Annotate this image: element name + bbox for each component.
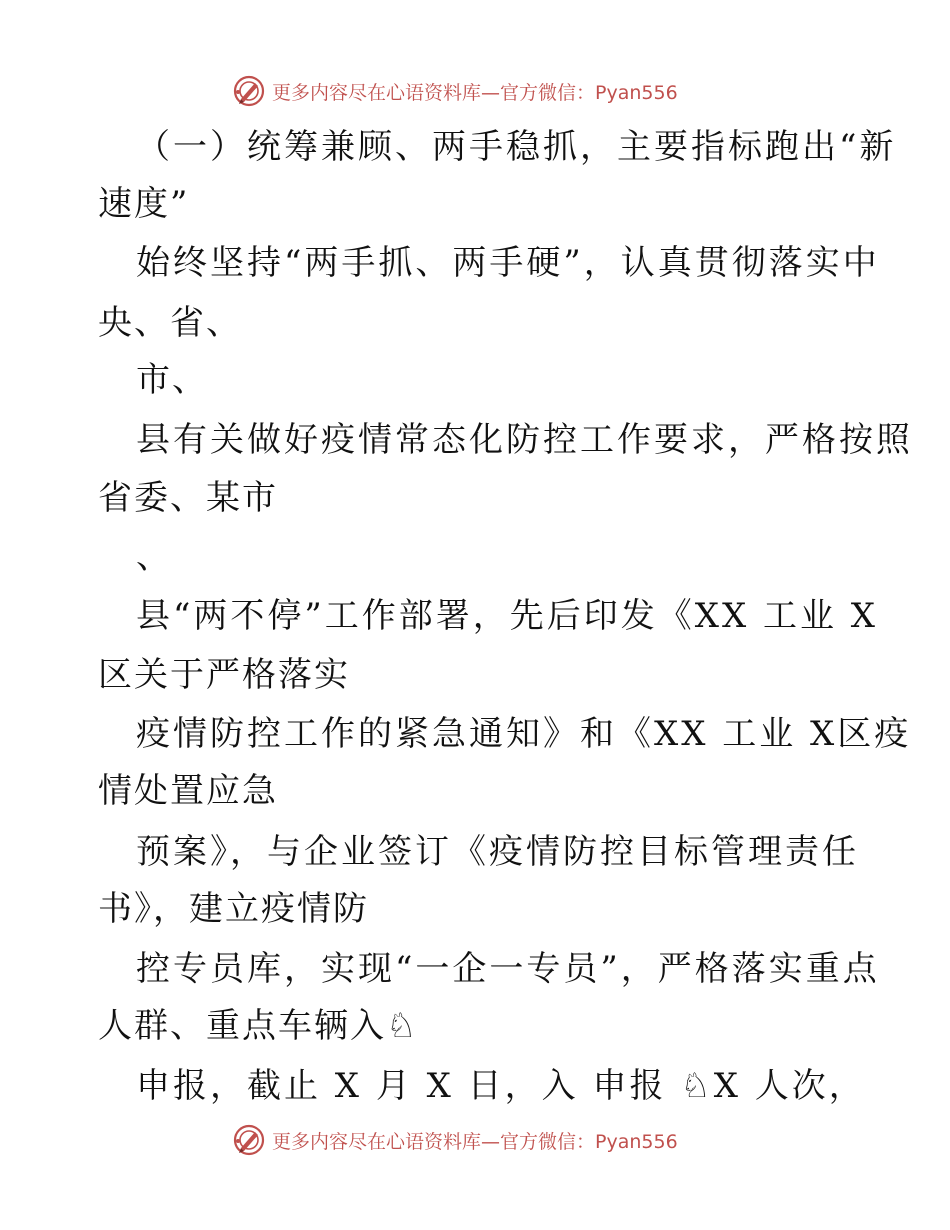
watermark-footer bbox=[232, 1122, 678, 1158]
watermark-header bbox=[232, 73, 678, 109]
text-line: 县“两不停”工作部署，先后印发《XX 工业 X bbox=[136, 596, 878, 636]
text-line: 始终坚持“两手抓、两手硬”，认真贯彻落实中 bbox=[136, 243, 880, 283]
text-line: 央、省、 bbox=[98, 303, 242, 343]
pen-logo-icon bbox=[232, 74, 266, 108]
text-line: 人群、重点车辆入♘ bbox=[98, 1006, 419, 1046]
text-line: 情处置应急 bbox=[98, 771, 278, 811]
text-line: 省委、某市 bbox=[98, 478, 278, 518]
text-line: 疫情防控工作的紧急通知》和《XX 工业 X区疫 bbox=[136, 714, 912, 754]
pen-logo-icon bbox=[232, 1123, 266, 1157]
text-line: 预案》，与企业签订《疫情防控目标管理责任 bbox=[136, 832, 859, 872]
text-line: 控专员库，实现“一企一专员”，严格落实重点 bbox=[136, 949, 880, 989]
watermark-text: 更多内容尽在心语资料库—官方微信：Pyan556 bbox=[272, 81, 678, 104]
text-line: 、 bbox=[136, 537, 172, 577]
text-line: 市、 bbox=[136, 360, 208, 400]
watermark-text: 更多内容尽在心语资料库—官方微信：Pyan556 bbox=[272, 1130, 678, 1153]
text-line: 县有关做好疫情常态化防控工作要求，严格按照 bbox=[136, 420, 913, 460]
text-line: 申报，截止 X 月 X 日，入 申报 ♘X 人次， bbox=[136, 1066, 866, 1106]
text-line: 书》，建立疫情防 bbox=[98, 889, 369, 929]
text-line: （一）统筹兼顾、两手稳抓，主要指标跑出“新 bbox=[136, 127, 897, 167]
text-line: 区关于严格落实 bbox=[98, 655, 350, 695]
text-line: 速度” bbox=[98, 184, 190, 224]
